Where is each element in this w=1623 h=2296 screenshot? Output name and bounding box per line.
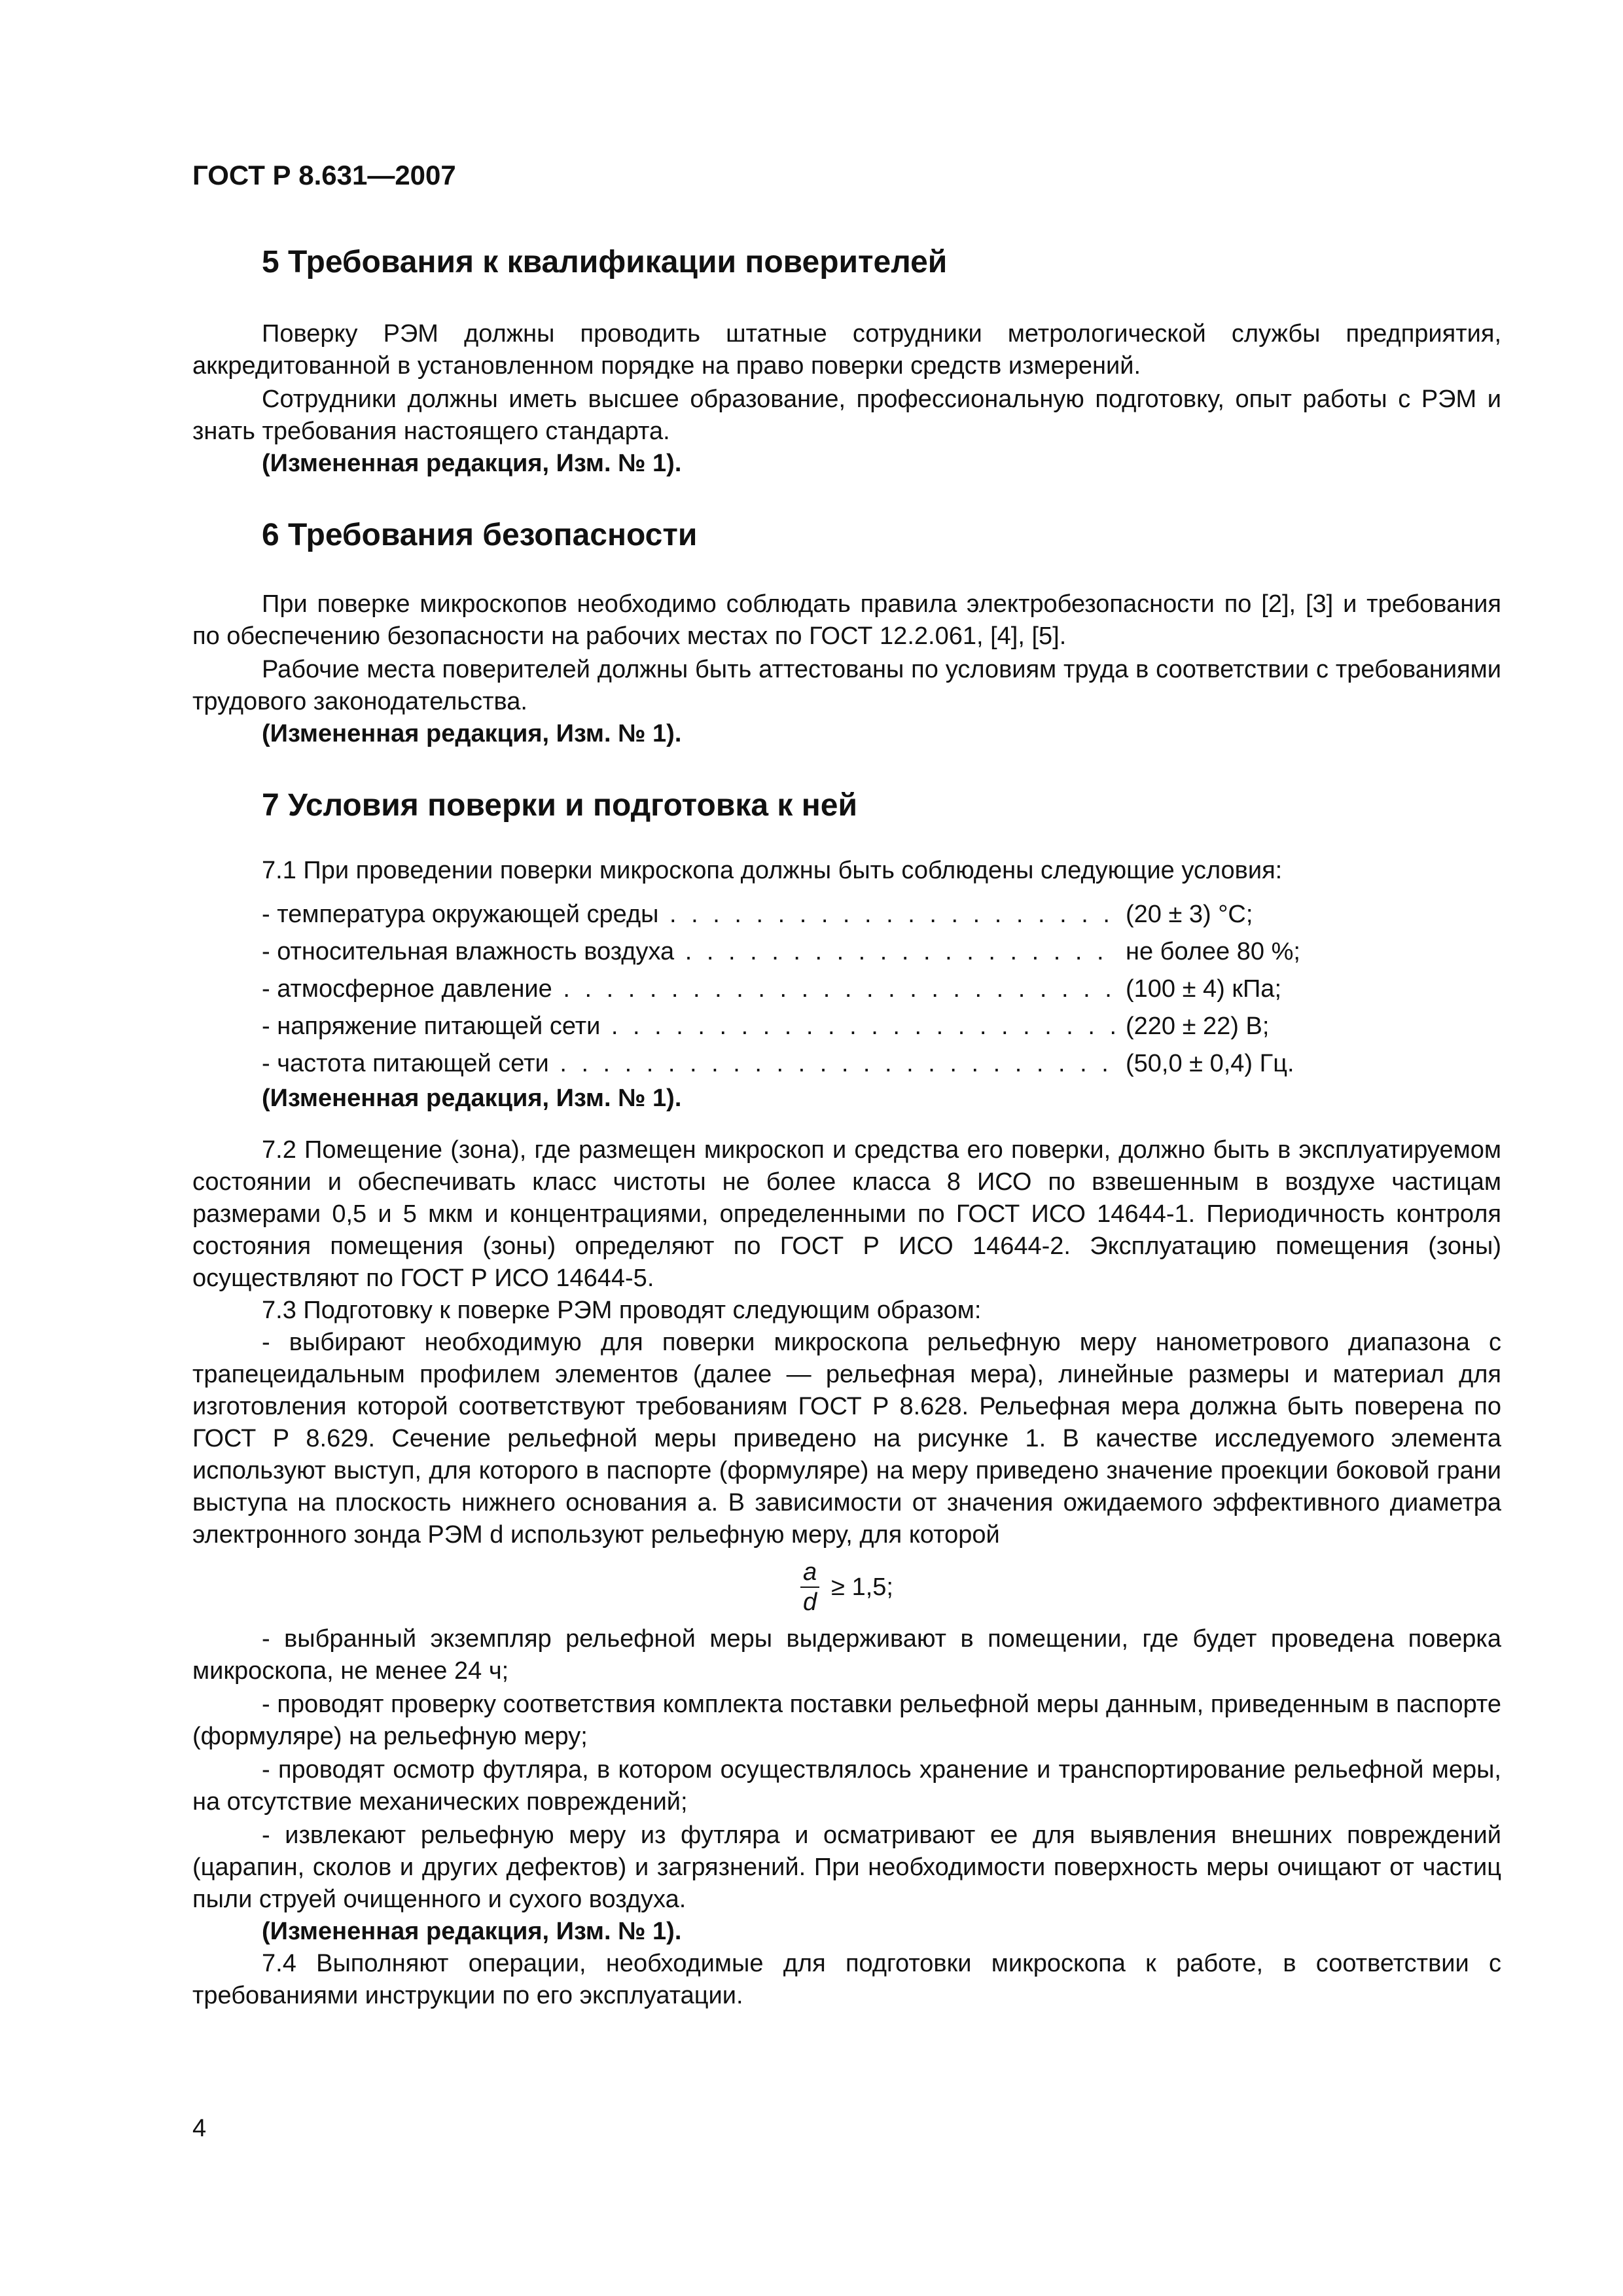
clause-7-4: 7.4 Выполняют операции, необходимые для подготовки микроскопа к работе, в соответствии с требованиями инструкции по его эксплуатации. [192, 1950, 1501, 2009]
fraction-numerator: a [800, 1558, 819, 1588]
document-id: ГОСТ Р 8.631—2007 [192, 160, 456, 190]
condition-label: - напряжение питающей сети . . . [262, 1008, 1119, 1045]
condition-label: - частота питающей сети . . . [262, 1045, 1119, 1083]
conditions-list [192, 896, 1501, 1083]
condition-value: не более 80 %; [1126, 938, 1300, 965]
bullet-hold-sample: - выбранный экземпляр рельефной меры выдерживают в помещении, где будет проведена поверка микроскопа, не менее 24 ч; [192, 1625, 1501, 1685]
clause-7-1: 7.1 При проведении поверки микроскопа должны быть соблюдены следующие условия: [262, 857, 1283, 884]
bullet-inspect-case: - проводят осмотр футляра, в котором осуществлялось хранение и транспортирование рельефной меры, на отсутствие механических повреждений; [192, 1756, 1501, 1816]
clause-7-1-amendment-note: (Измененная редакция, Изм. № 1). [262, 1085, 682, 1112]
section-6-paragraph-2: Рабочие места поверителей должны быть аттестованы по условиям труда в соответствии с требованиями трудового законодательства. [192, 656, 1501, 715]
section-6-paragraph-1: При поверке микроскопов необходимо соблюдать правила электробезопасности по [2], [3] и требования по обеспечению безопасности на рабочих местах по ГОСТ 12.2.061, [4], [5]. [192, 590, 1501, 650]
document-page [192, 157, 1501, 2012]
condition-value: (220 ± 22) В; [1126, 1013, 1270, 1040]
condition-row-humidity [262, 933, 1501, 971]
condition-value: (20 ± 3) °С; [1126, 901, 1253, 928]
condition-row-pressure [262, 971, 1501, 1008]
condition-label: - относительная влажность воздуха . . . [262, 933, 1119, 971]
bullet-check-delivery-set: - проводят проверку соответствия комплекта поставки рельефной меры данным, приведенным в паспорте (формуляре) на рельефную меру; [192, 1691, 1501, 1750]
condition-label: - атмосферное давление . . . [262, 971, 1119, 1008]
clause-7-3-amendment-note: (Измененная редакция, Изм. № 1). [262, 1918, 682, 1945]
condition-row-temperature [262, 896, 1501, 933]
fraction [800, 1558, 819, 1617]
fraction-denominator: d [803, 1588, 817, 1616]
section-6-title: 6 Требования безопасности [262, 518, 698, 552]
ratio-formula [192, 1551, 1501, 1623]
bullet-inspect-measure: - извлекают рельефную меру из футляра и осматривают ее для выявления внешних повреждений (царапин, сколов и других дефектов) и загрязнений. При необходимости поверхность меры очищают от частиц пыли струей очищенного и сухого воздуха. [192, 1821, 1501, 1913]
section-7-title: 7 Условия поверки и подготовка к ней [262, 788, 857, 823]
condition-value: (50,0 ± 0,4) Гц. [1126, 1050, 1294, 1077]
section-5-paragraph-1: Поверку РЭМ должны проводить штатные сотрудники метрологической службы предприятия, аккредитованной в установленном порядке на право поверки средств измерений. [192, 320, 1501, 380]
condition-row-voltage [262, 1008, 1501, 1045]
clause-7-2: 7.2 Помещение (зона), где размещен микроскоп и средства его поверки, должно быть в эксплуатируемом состоянии и обеспечивать класс чистоты не более класса 8 ИСО по взвешенным в воздухе частицам размерами 0,5 и 5 мкм и концентрациями, определенными по ГОСТ ИСО 14644-1. Периодичность контроля состояния помещения (зоны) определяют по ГОСТ Р ИСО 14644-2. Эксплуатацию помещения (зоны) осуществляют по ГОСТ Р ИСО 14644-5. [192, 1136, 1501, 1292]
clause-7-3: 7.3 Подготовку к поверке РЭМ проводят следующим образом: [262, 1297, 982, 1324]
bullet-select-measure: - выбирают необходимую для поверки микроскопа рельефную меру нанометрового диапазона с трапецеидальным профилем элементов (далее — рельефная мера), линейные размеры и материал для изготовления которой соответствуют требованиям ГОСТ Р 8.628. Рельефная мера должна быть поверена по ГОСТ Р 8.629. Сечение рельефной меры приведено на рисунке 1. В качестве исследуемого элемента используют выступ, для которого в паспорте (формуляре) на меру приведено значение проекции боковой грани выступа на плоскость нижнего основания a. В зависимости от значения ожидаемого эффективного диаметра электронного зонда РЭМ d используют рельефную меру, для которой [192, 1329, 1501, 1549]
condition-row-frequency [262, 1045, 1501, 1083]
section-5-amendment-note: (Измененная редакция, Изм. № 1). [262, 450, 682, 477]
condition-label: - температура окружающей среды . . . [262, 896, 1119, 933]
section-5-title: 5 Требования к квалификации поверителей [262, 245, 948, 279]
page-number: 4 [192, 2115, 207, 2142]
section-6-amendment-note: (Измененная редакция, Изм. № 1). [262, 720, 682, 747]
condition-value: (100 ± 4) кПа; [1126, 975, 1282, 1003]
section-5-paragraph-2: Сотрудники должны иметь высшее образование, профессиональную подготовку, опыт работы с РЭМ и знать требования настоящего стандарта. [192, 386, 1501, 445]
formula-relation: ≥ 1,5; [831, 1573, 893, 1601]
